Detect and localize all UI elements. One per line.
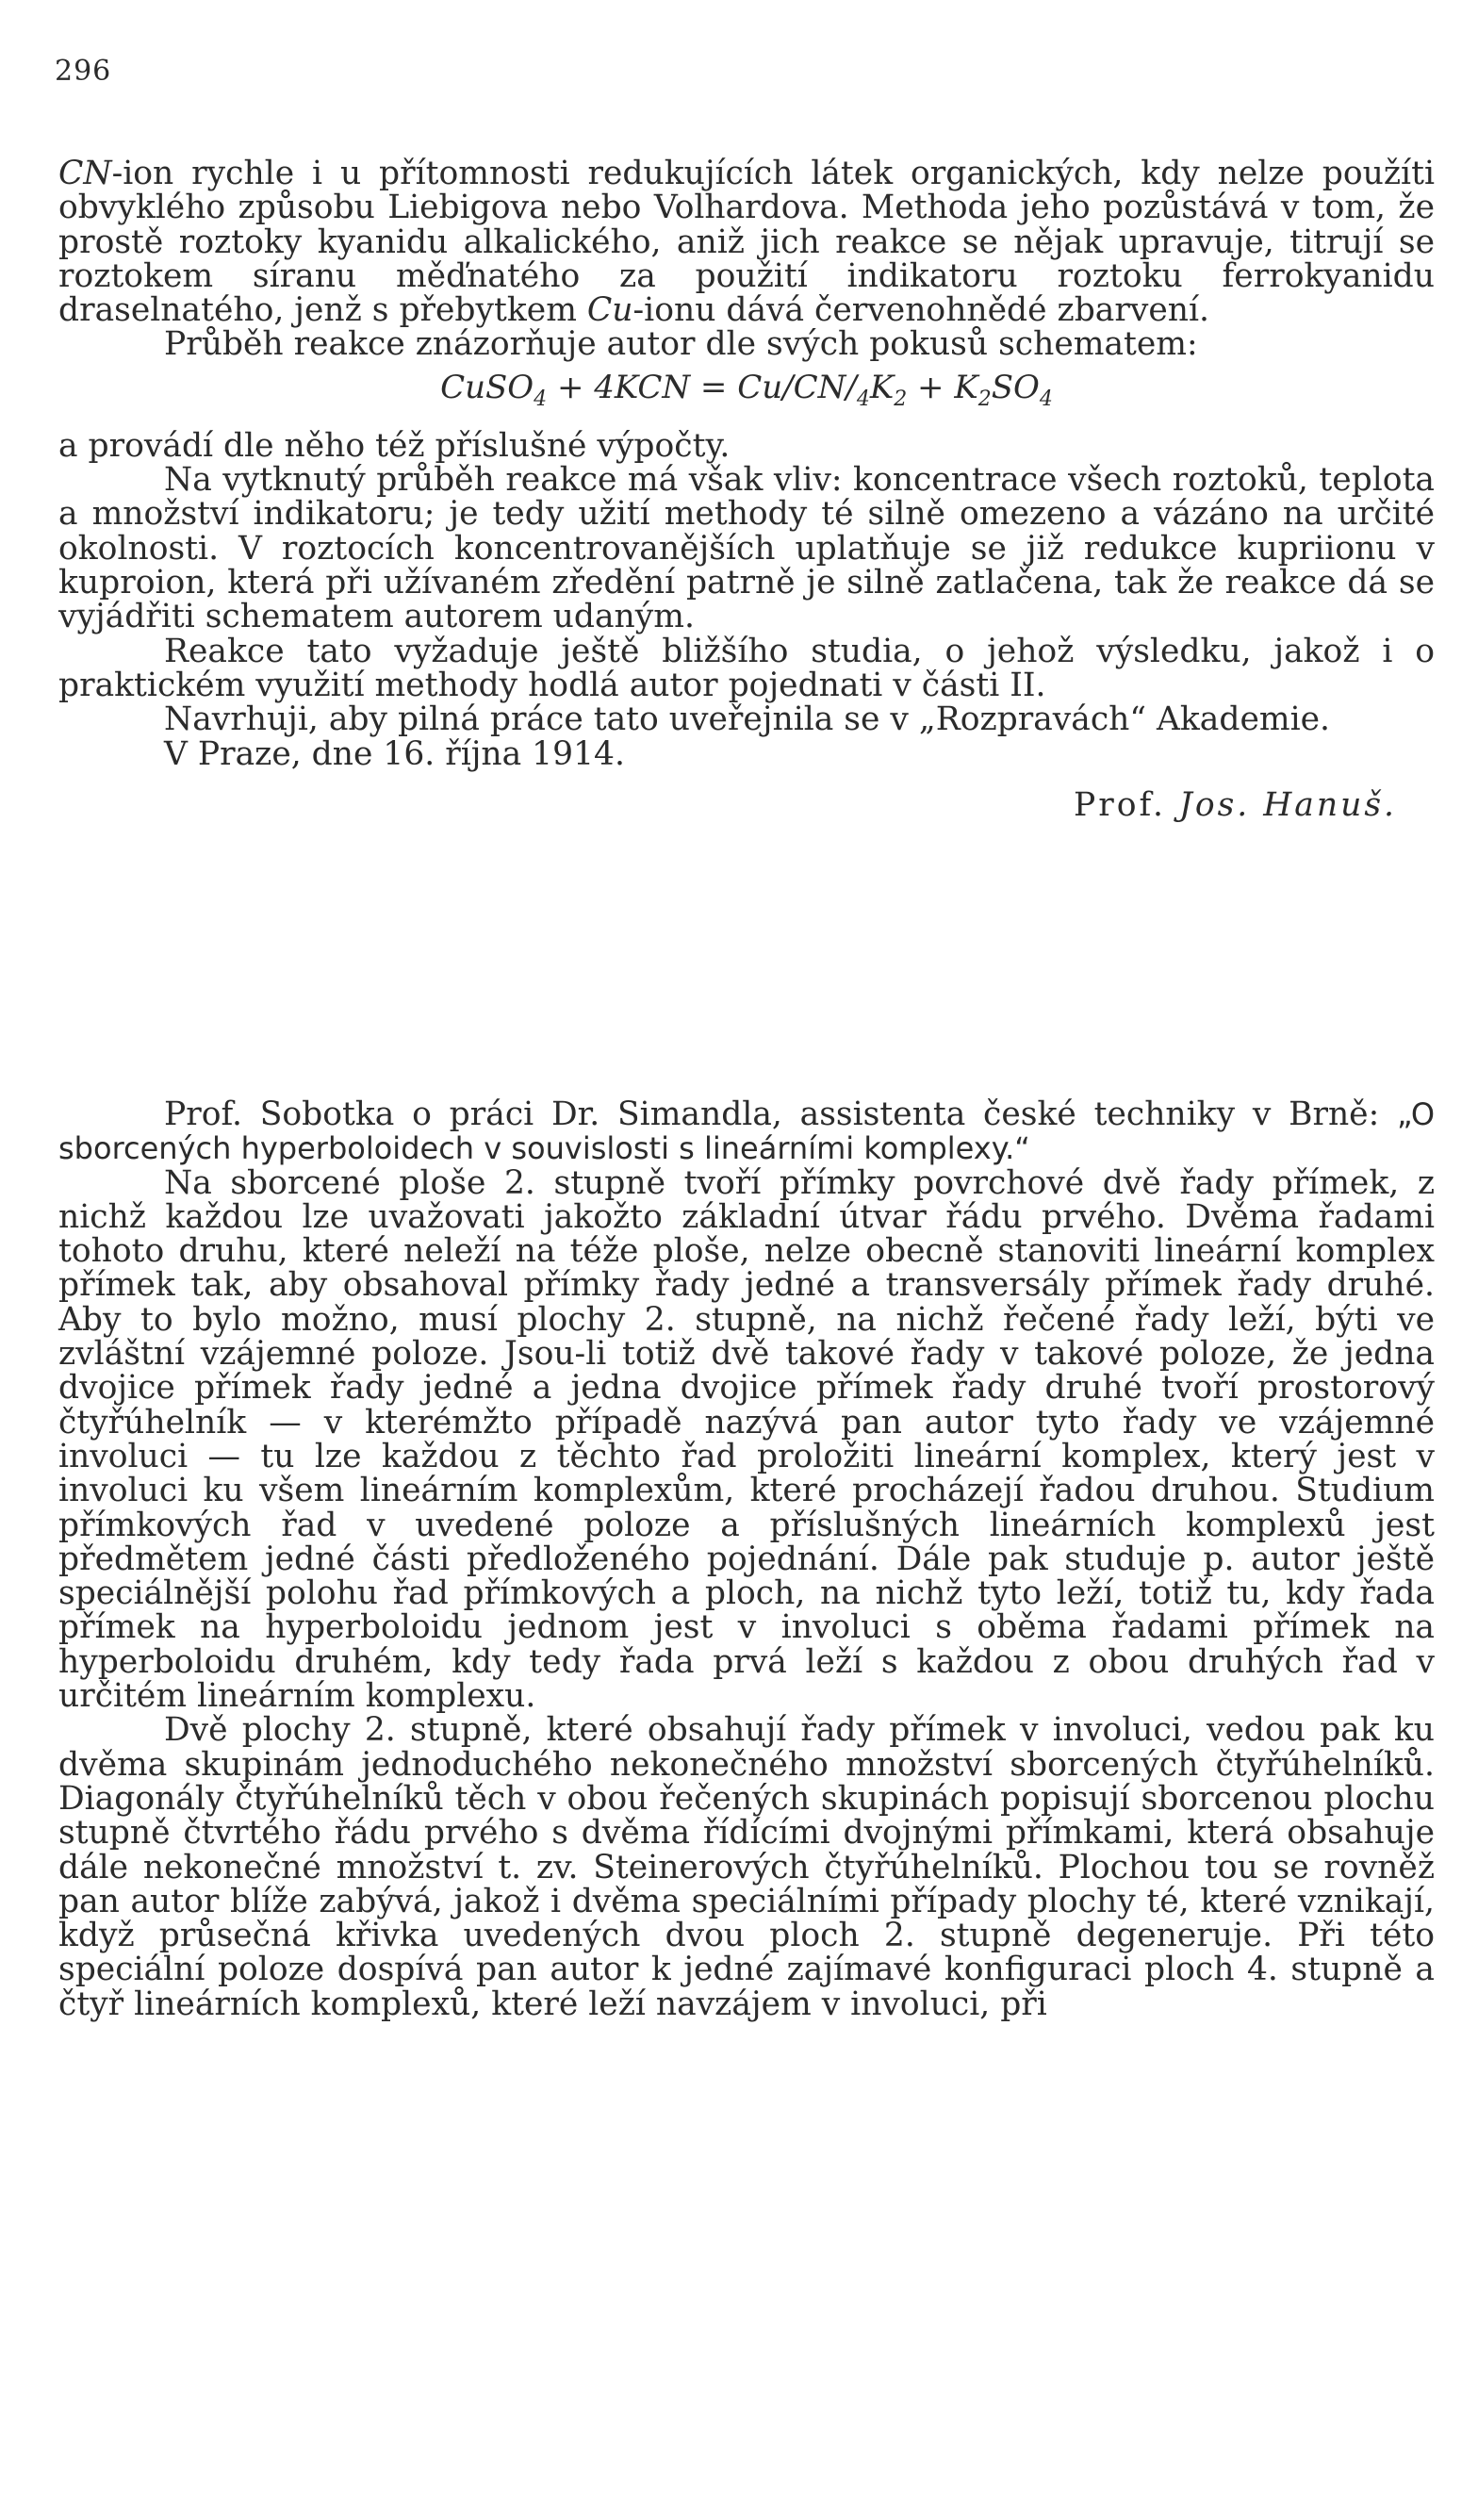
formula-part: + K <box>907 368 978 406</box>
paragraph-text: -ionu dává červenohnědé zbarvení. <box>632 291 1209 330</box>
formula-subscript: 4 <box>534 387 548 411</box>
formula-subscript: 4 <box>856 387 870 411</box>
place-date: V Praze, dne 16. října 1914. <box>164 734 625 773</box>
paragraph-text: -ion rychle i u přítomnosti redukujících látek organických, kdy nelze použíti obvyklého způsobu Liebigova nebo Volhardova. Methoda jeho pozůstává v tom, že prostě roztoky kyanidu alkalického, aniž jich reakce se nějak upravuje, titrují se roztokem síranu měďnatého za použití indikatoru roztoku ferrokyanidu draselnatého, jenž s přebytkem <box>58 155 1435 330</box>
paragraph-conditions: Na vytknutý průběh reakce má však vliv: koncentrace všech roztoků, teplota a množství indikatoru; je tedy užití methody té silně omezeno a vázáno na určité okolnosti. V roztocích koncentrovanějších uplatňuje se již redukce kupriionu v kuproion, která při užívaném zředění patrně je silně zatlačena, tak že reakce dá se vyjádřiti schematem autorem udaným. <box>58 461 1435 636</box>
formula-subscript: 2 <box>894 387 908 411</box>
report-intro: Prof. Sobotka o práci Dr. Simandla, assistenta české techniky v Brně: <box>164 1095 1397 1133</box>
signature-name: Jos. Hanuš. <box>1178 785 1397 824</box>
chemical-equation <box>58 368 1435 417</box>
formula-part: K <box>869 368 895 406</box>
signature-title: Prof. <box>1074 785 1179 824</box>
formula-part: + 4KCN = Cu/CN/ <box>547 368 857 406</box>
paragraph-ruled-surfaces: Na sborcené ploše 2. stupně tvoří přímky povrchové dvě řady přímek, z nichž každou lze uvažovati jakožto základní útvar řádu prvého. Dvěma řadami tohoto druhu, které neleží na téže ploše, nelze obecně stanoviti lineární komplex přímek tak, aby obsahoval přímky řady jedné a transversály přímek řady druhé. Aby to bylo možno, musí plochy 2. stupně, na nichž řečené řady leží, býti ve zvláštní vzájemné poloze. Jsou-li totiž dvě takové řady v takové poloze, že jedna dvojice přímek řady jedné a jedna dvojice přímek řady druhé tvoří prostorový čtyřúhelník — v kterémžto případě nazývá pan autor tyto řady ve vzájemné involuci — tu lze každou z těchto řad proložiti lineární komplex, který jest v involuci ku všem lineárním komplexům, které procházejí řadou druhou. Studium přímkových řad v uvedené poloze a příslušných lineárních komplexů jest předmětem jedné části předloženého pojednání. Dále pak studuje p. autor ještě speciálnější polohu řad přímkových a ploch, na nichž tyto leží, totiž tu, kdy řada přímek na hyperboloidu jednom jest v involuci s oběma řadami přímek na hyperboloidu druhém, kdy tedy řada prvá leží s každou z obou druhých řad v určitém lineárním komplexu. <box>58 1163 1435 1716</box>
cn-ion-formula: CN <box>58 155 112 192</box>
signature <box>58 785 1397 824</box>
formula-subscript: 2 <box>977 387 992 411</box>
paragraph-further-study: Reakce tato vyžaduje ještě bližšího studia, o jehož výsledku, jakož i o praktickém využití methody hodlá autor pojednati v části II. <box>58 632 1435 704</box>
paragraph-proposal: Navrhuji, aby pilná práce tato uveřejnila se v „Rozpravách“ Akademie. <box>164 700 1331 739</box>
report-heading <box>58 1097 1435 1166</box>
report-title: „O sborcených hyperboloidech v souvislosti s lineárními komplexy.“ <box>58 1096 1435 1167</box>
page-number: 296 <box>55 55 112 88</box>
paragraph-calculations: a provádí dle něho též příslušné výpočty. <box>58 426 731 465</box>
cu-ion-formula: Cu <box>586 291 633 330</box>
paragraph-quadrilaterals: Dvě plochy 2. stupně, které obsahují řady přímek v involuci, vedou pak ku dvěma skupinám jednoduchého nekonečného množství sborcených čtyřúhelníků. Diagonály čtyřúhelníků těch v obou řečených skupinách popisují sborcenou plochu stupně čtvrtého řádu prvého s dvěma řídícími dvojnými přímkami, která obsahuje dále nekonečné množství t. zv. Steinerových čtyřúhelníků. Plochou tou se rovněž pan autor blíže zabývá, jakož i dvěma speciálními případy plochy té, které vznikají, když průsečná křivka uvedených dvou ploch 2. stupně degeneruje. Při této speciální poloze dospívá pan autor k jedné zajímavé konfiguraci ploch 4. stupně a čtyř lineárních komplexů, které leží navzájem v involuci, při <box>58 1711 1435 2023</box>
sobotka-report <box>58 1097 1435 2021</box>
formula-subscript: 4 <box>1039 387 1053 411</box>
formula-part: CuSO <box>440 368 534 406</box>
hanus-report <box>58 156 1435 822</box>
paragraph-titration-method <box>58 155 1435 330</box>
formula-part: SO <box>991 368 1040 406</box>
paragraph-reaction-intro: Průběh reakce znázorňuje autor dle svých pokusů schematem: <box>164 325 1198 364</box>
